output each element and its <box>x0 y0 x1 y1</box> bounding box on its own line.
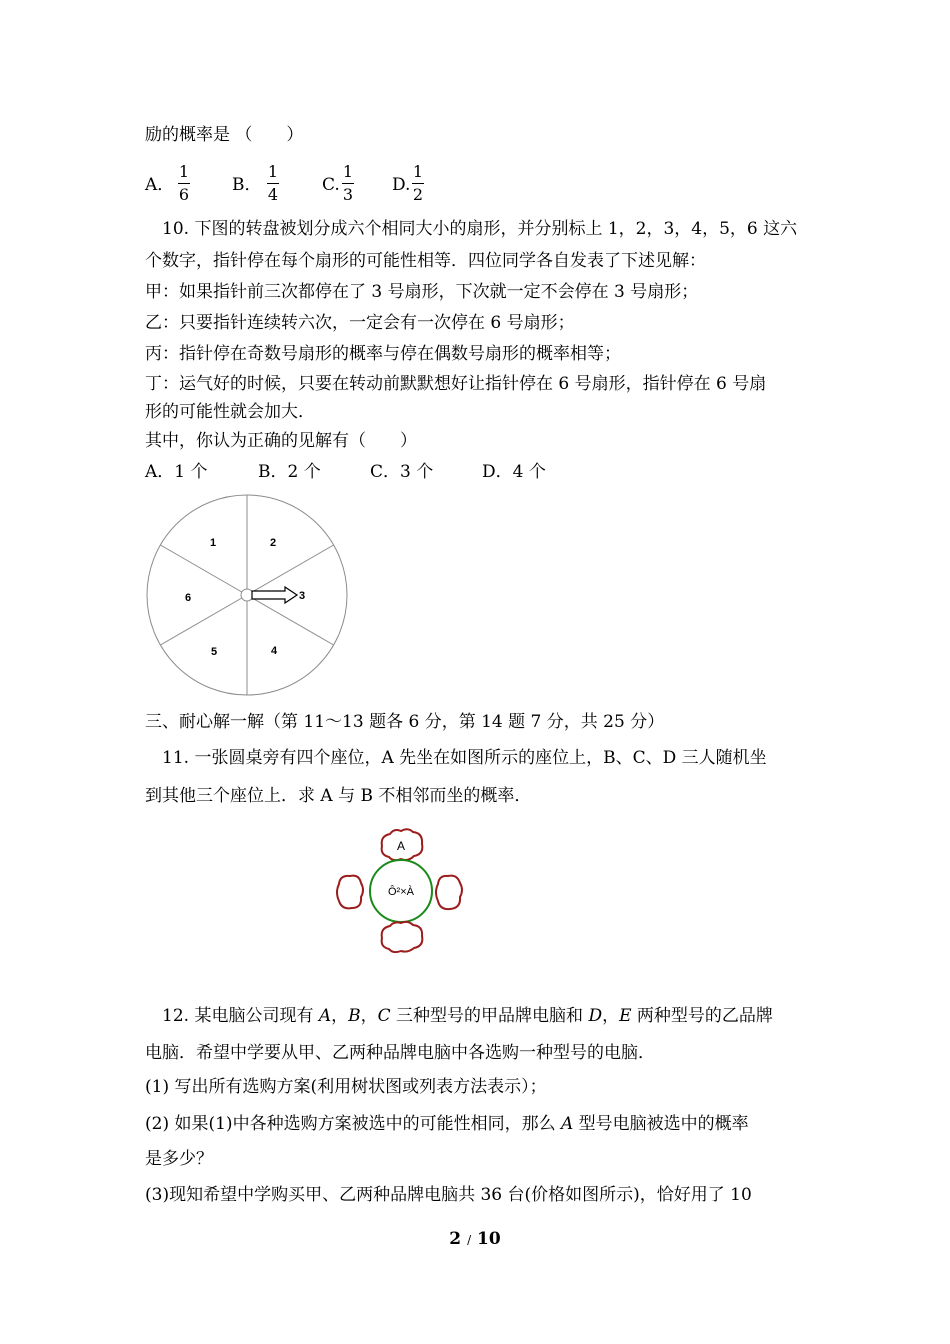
q9-option-b-fraction <box>267 163 279 204</box>
q9-option-b-label: B． <box>232 175 262 195</box>
q10-line: 其中，你认为正确的见解有（ ） <box>145 431 417 451</box>
round-table-figure <box>332 826 472 956</box>
sector-label-4: 4 <box>270 645 278 657</box>
sector-label-3: 3 <box>298 590 306 602</box>
seat-right <box>436 876 462 909</box>
sector-label-6: 6 <box>184 592 192 604</box>
q11-line: 到其他三个座位上．求 A 与 B 不相邻而坐的概率． <box>145 786 532 806</box>
text-segment: 两种型号的乙品牌 <box>631 1006 773 1026</box>
section-3-heading: 三、耐心解一解（第 11～13 题各 6 分，第 14 题 7 分，共 25 分） <box>145 712 665 732</box>
fraction-denominator: 4 <box>267 185 279 204</box>
q9-option-d-label: D. <box>392 175 411 195</box>
q10-option-a: A．1 个 <box>145 462 208 482</box>
spinner-divider <box>247 595 334 645</box>
spinner-figure <box>140 490 355 705</box>
q9-option-c-label: C. <box>322 175 340 195</box>
sector-label-5: 5 <box>210 646 218 658</box>
spinner-divider <box>160 545 247 595</box>
model-a: A <box>560 1114 574 1134</box>
q10-line: 丁：运气好的时候，只要在转动前默默想好让指针停在 6 号扇形，指针停在 6 号扇 <box>145 374 767 394</box>
q9-stem-tail: 励的概率是 （ ） <box>145 125 304 145</box>
q10-line: 10. 下图的转盘被划分成六个相同大小的扇形，并分别标上 1，2，3，4，5，6 这六 <box>162 219 798 239</box>
q10-option-c: C．3 个 <box>370 462 434 482</box>
page-total: 10 <box>477 1229 501 1249</box>
q12-line-2: 电脑．希望中学要从甲、乙两种品牌电脑中各选购一种型号的电脑． <box>145 1043 655 1063</box>
q12-part-2-cont: 是多少？ <box>145 1149 213 1169</box>
fraction-numerator: 1 <box>412 162 424 181</box>
seat-a-label: A <box>396 839 406 853</box>
seat-bottom <box>382 922 423 952</box>
fraction-numerator: 1 <box>267 162 279 181</box>
page-number <box>0 1228 950 1251</box>
fraction-denominator: 6 <box>178 185 190 204</box>
model-a: A <box>318 1006 332 1026</box>
sector-label-1: 1 <box>209 537 217 549</box>
q9-option-a-label: A． <box>145 175 175 195</box>
q12-part-3: (3)现知希望中学购买甲、乙两种品牌电脑共 36 台(价格如图所示)，恰好用了 10 <box>145 1185 752 1205</box>
q9-option-d-fraction <box>412 163 424 204</box>
q10-line: 形的可能性就会加大． <box>145 402 315 422</box>
fraction-numerator: 1 <box>178 162 190 181</box>
q10-line: 乙：只要指针连续转六次，一定会有一次停在 6 号扇形； <box>145 313 575 333</box>
spinner-divider <box>160 595 247 645</box>
q10-line: 个数字，指针停在每个扇形的可能性相等．四位同学各自发表了下述见解： <box>145 251 706 271</box>
text-segment: 三种型号的甲品牌电脑和 <box>390 1006 589 1026</box>
q12-part-1: (1) 写出所有选购方案(利用树状图或列表方法表示）； <box>145 1077 547 1097</box>
spinner-hub <box>241 589 253 601</box>
seat-left <box>337 876 363 909</box>
page-separator: / <box>467 1233 472 1247</box>
model-d: D <box>588 1006 603 1026</box>
sector-label-2: 2 <box>269 537 277 549</box>
model-b: B <box>348 1006 361 1026</box>
model-e: E <box>619 1006 632 1026</box>
q10-line: 丙：指针停在奇数号扇形的概率与停在偶数号扇形的概率相等； <box>145 344 621 364</box>
q10-option-b: B．2 个 <box>258 462 321 482</box>
text-segment: 型号电脑被选中的概率 <box>573 1114 749 1134</box>
table-label: Ô²×À <box>388 886 414 898</box>
q9-option-c-fraction <box>342 163 354 204</box>
q10-line: 甲：如果指针前三次都停在了 3 号扇形，下次就一定不会停在 3 号扇形； <box>145 282 699 302</box>
text-segment: (2) 如果(1)中各种选购方案被选中的可能性相同，那么 <box>145 1114 561 1134</box>
q11-line: 11. 一张圆桌旁有四个座位，A 先坐在如图所示的座位上，B、C、D 三人随机坐 <box>162 748 767 768</box>
fraction-numerator: 1 <box>342 162 354 181</box>
page-current: 2 <box>449 1229 462 1249</box>
fraction-denominator: 2 <box>412 185 424 204</box>
q10-option-d: D．4 个 <box>482 462 546 482</box>
spinner-divider <box>247 545 334 595</box>
q12-line-1: 12. 某电脑公司现有 A，B，C 三种型号的甲品牌电脑和 D，E 两种型号的乙品牌 <box>162 1006 773 1026</box>
fraction-denominator: 3 <box>342 185 354 204</box>
text-segment: 12. 某电脑公司现有 <box>162 1006 319 1026</box>
q9-option-a-fraction <box>178 163 190 204</box>
pointer-arrow-icon <box>252 587 297 603</box>
q12-part-2 <box>145 1113 749 1135</box>
model-c: C <box>377 1006 391 1026</box>
